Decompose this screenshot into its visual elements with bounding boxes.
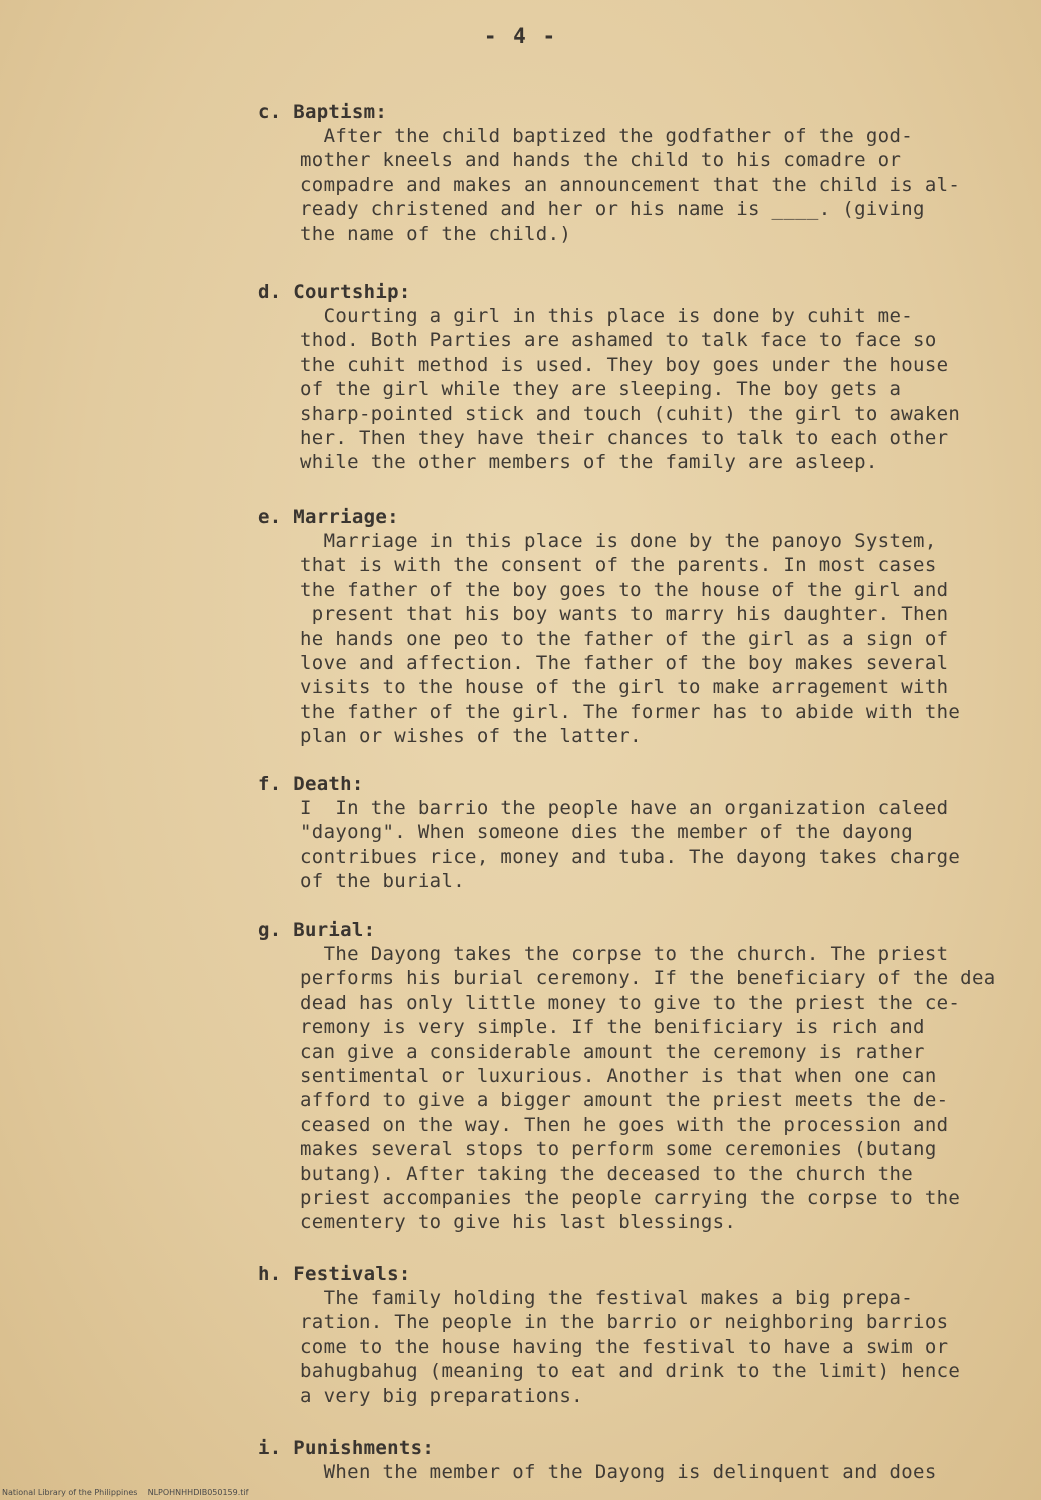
text-line: plan or wishes of the latter. (300, 725, 642, 748)
text-line: while the other members of the family are asleep. (300, 451, 878, 474)
section-heading: e. Marriage: (258, 506, 399, 528)
text-line: afford to give a bigger amount the priest meets the de- (300, 1089, 949, 1112)
section-courtship (258, 280, 1008, 475)
text-line: of the burial. (300, 870, 466, 893)
text-line: a very big preparations. (300, 1384, 583, 1407)
text-line: Courting a girl in this place is done by cuhit me- (300, 305, 914, 327)
text-line: that is with the consent of the parents. In most cases (300, 554, 937, 577)
section-heading: c. Baptism: (258, 101, 388, 123)
text-line: visits to the house of the girl to make arragement with (300, 676, 949, 699)
text-line: Marriage in this place is done by the panoyo System, (300, 530, 937, 552)
text-line: compadre and makes an announcement that the child is al- (300, 173, 961, 196)
text-line: love and affection. The father of the boy makes several (300, 652, 949, 675)
section-festivals (258, 1262, 1008, 1408)
text-line: can give a considerable amount the ceremony is rather (300, 1040, 925, 1063)
text-line: ration. The people in the barrio or neighboring barrios (300, 1311, 949, 1334)
page-number: - 4 - (483, 24, 558, 48)
text-line: mother kneels and hands the child to his comadre or (300, 149, 902, 172)
text-line: remony is very simple. If the benificiary is rich and (300, 1016, 925, 1039)
section-heading: g. Burial: (258, 919, 376, 941)
text-line: the father of the boy goes to the house of the girl and (300, 578, 949, 601)
text-line: When the member of the Dayong is delinquent and does (300, 1461, 937, 1483)
section-punishments (258, 1436, 1008, 1484)
text-line: sentimental or luxurious. Another is that when one can (300, 1065, 937, 1088)
section-heading: f. Death: (258, 773, 364, 795)
text-line: come to the house having the festival to have a swim or (300, 1335, 949, 1358)
text-line: "dayong". When someone dies the member of the dayong (300, 821, 914, 844)
text-line: makes several stops to perform some ceremonies (butang (300, 1138, 937, 1161)
section-marriage (258, 505, 1008, 749)
text-line: I In the barrio the people have an organization caleed (300, 797, 949, 819)
text-line: priest accompanies the people carrying the corpse to the (300, 1187, 961, 1210)
text-line: cementery to give his last blessings. (300, 1211, 737, 1234)
text-line: thod. Both Parties are ashamed to talk face to face so (300, 329, 937, 352)
text-line: contribues rice, money and tuba. The dayong takes charge (300, 845, 961, 868)
text-line: dead has only little money to give to the priest the ce- (300, 991, 961, 1014)
text-line: ceased on the way. Then he goes with the procession and (300, 1113, 949, 1136)
text-line: The family holding the festival makes a big prepa- (300, 1287, 914, 1309)
text-line: sharp-pointed stick and touch (cuhit) the girl to awaken (300, 402, 961, 425)
text-line: present that his boy wants to marry his daughter. Then (300, 603, 949, 626)
text-line: he hands one peo to the father of the girl as a sign of (300, 627, 949, 650)
text-line: butang). After taking the deceased to the church the (300, 1162, 914, 1185)
text-line: bahugbahug (meaning to eat and drink to the limit) hence (300, 1360, 961, 1383)
text-line: the name of the child.) (300, 222, 572, 245)
text-line: The Dayong takes the corpse to the church. The priest (300, 943, 949, 965)
section-heading: i. Punishments: (258, 1437, 435, 1459)
section-burial (258, 918, 1008, 1235)
text-line: of the girl while they are sleeping. The boy gets a (300, 378, 902, 401)
text-line: her. Then they have their chances to talk to each other (300, 427, 949, 450)
archive-footer: National Library of the Philippines NLPOHNHHDIB050159.tif (2, 1488, 249, 1497)
text-line: performs his burial ceremony. If the beneficiary of the dea (300, 967, 996, 990)
text-line: ready christened and her or his name is ____. (giving (300, 198, 925, 221)
section-heading: d. Courtship: (258, 281, 411, 303)
section-heading: h. Festivals: (258, 1263, 411, 1285)
text-line: After the child baptized the godfather of the god- (300, 125, 914, 147)
section-death (258, 772, 1008, 894)
section-baptism (258, 100, 1008, 246)
text-line: the father of the girl. The former has to abide with the (300, 700, 961, 723)
text-line: the cuhit method is used. They boy goes under the house (300, 353, 949, 376)
